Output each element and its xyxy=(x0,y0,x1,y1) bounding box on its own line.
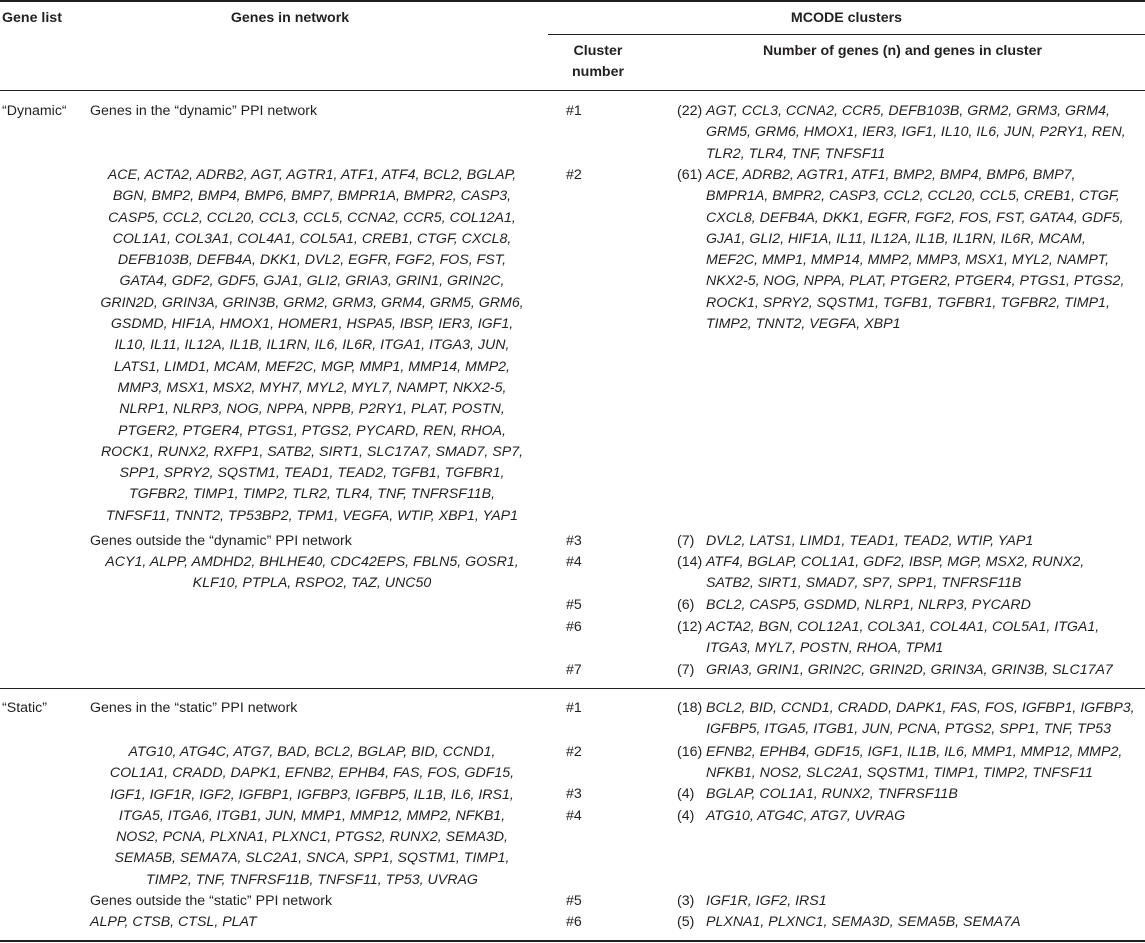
cluster-genes xyxy=(706,698,1135,741)
gene-line: ROCK1, SPRY2, SQSTM1, TGFB1, TGFBR1, TGFBR2, TIMP1, xyxy=(706,294,1110,311)
cluster-gene-count: (6) xyxy=(677,597,695,613)
gene-line: SPP1, SPRY2, SQSTM1, TEAD1, TEAD2, TGFB1, TGFBR1, xyxy=(119,465,505,482)
cluster-number: #2 xyxy=(566,744,582,760)
static-in-network-genes xyxy=(82,742,542,891)
gene-line: IL10, IL11, IL12A, IL1B, IL1RN, IL6, IL6R, ITGA1, ITGA3, JUN, xyxy=(114,337,510,354)
header-bottom-rule xyxy=(0,90,1145,91)
cluster-number: #5 xyxy=(566,893,582,909)
section-divider-rule xyxy=(0,688,1145,689)
cluster-number: #6 xyxy=(566,619,582,635)
gene-line: TIMP2, TNNT2, VEGFA, XBP1 xyxy=(706,316,901,333)
gene-line: COL1A1, CRADD, DAPK1, EFNB2, EPHB4, FAS, FOS, GDF15, xyxy=(109,765,515,782)
gene-line: NLRP1, NLRP3, NOG, NPPA, NPPB, P2RY1, PLAT, POSTN, xyxy=(119,401,505,418)
gene-line: ACE, ADRB2, AGTR1, ATF1, BMP2, BMP4, BMP6, BMP7, xyxy=(706,167,1076,183)
gene-line: AGT, CCL3, CCNA2, CCR5, DEFB103B, GRM2, GRM3, GRM4, xyxy=(706,103,1110,119)
cluster-number: #1 xyxy=(566,700,582,716)
gene-line: EFNB2, EPHB4, GDF15, IGF1, IL1B, IL6, MMP1, MMP12, MMP2, xyxy=(706,744,1123,760)
gene-line: ROCK1, RUNX2, RXFP1, SATB2, SIRT1, SLC17A7, SMAD7, SP7, xyxy=(100,443,524,460)
header-cluster-number-line2: number xyxy=(571,64,625,80)
cluster-genes xyxy=(706,617,1099,660)
gene-line: GATA4, GDF2, GDF5, GJA1, GLI2, GRIA3, GRIN1, GRIN2C, xyxy=(119,273,505,290)
cluster-gene-count: (12) xyxy=(677,619,703,635)
cluster-number: #4 xyxy=(566,808,582,824)
gene-line: COL1A1, COL3A1, COL4A1, COL5A1, CREB1, CTGF, CXCL8, xyxy=(112,230,512,247)
gene-line: BGN, BMP2, BMP4, BMP6, BMP7, BMPR1A, BMPR2, CASP3, xyxy=(112,188,512,205)
cluster-gene-count: (22) xyxy=(677,103,703,119)
gene-line: ALPP, CTSB, CTSL, PLAT xyxy=(90,914,257,930)
gene-line: ITGA5, ITGA6, ITGB1, JUN, MMP1, MMP12, MMP2, NFKB1, xyxy=(118,807,506,824)
dynamic-in-network-title: Genes in the “dynamic” PPI network xyxy=(90,103,318,119)
gene-line: MMP3, MSX1, MSX2, MYH7, MYL2, MYL7, NAMPT, NKX2-5, xyxy=(117,379,507,396)
cluster-genes xyxy=(706,912,1021,933)
gene-line: ACY1, ALPP, AMDHD2, BHLHE40, CDC42EPS, FBLN5, GOSR1, xyxy=(105,554,519,570)
cluster-gene-count: (61) xyxy=(677,167,703,183)
header-mcode-clusters: MCODE clusters xyxy=(790,10,903,26)
top-rule xyxy=(0,0,1145,2)
cluster-gene-count: (4) xyxy=(677,808,695,824)
cluster-gene-count: (4) xyxy=(677,786,695,802)
cluster-genes xyxy=(706,101,1126,165)
gene-line: ACTA2, BGN, COL12A1, COL3A1, COL4A1, COL5A1, ITGA1, xyxy=(706,619,1100,635)
cluster-gene-count: (14) xyxy=(677,554,703,570)
header-gene-list: Gene list xyxy=(2,10,62,26)
header-genes-in-network: Genes in network xyxy=(230,10,350,26)
cluster-gene-count: (7) xyxy=(677,662,695,678)
cluster-number: #7 xyxy=(566,662,582,678)
gene-line: NFKB1, NOS2, SLC2A1, SQSTM1, TIMP1, TIMP2, TNFSF11 xyxy=(706,765,1093,782)
cluster-genes xyxy=(706,784,958,805)
gene-line: NOS2, PCNA, PLXNA1, PLXNC1, PTGS2, RUNX2, SEMA3D, xyxy=(116,829,508,846)
gene-line: ATF4, BGLAP, COL1A1, GDF2, IBSP, MGP, MSX2, RUNX2, xyxy=(706,554,1085,570)
cluster-gene-count: (3) xyxy=(677,893,695,909)
static-in-network-title: Genes in the “static” PPI network xyxy=(90,700,298,716)
gene-line: PLXNA1, PLXNC1, SEMA3D, SEMA5B, SEMA7A xyxy=(706,914,1021,930)
gene-line: DVL2, LATS1, LIMD1, TEAD1, TEAD2, WTIP, YAP1 xyxy=(706,533,1034,549)
gene-line: TNFSF11, TNNT2, TP53BP2, TPM1, VEGFA, WTIP, XBP1, YAP1 xyxy=(105,507,519,524)
gene-line: GRIN2D, GRIN3A, GRIN3B, GRM2, GRM3, GRM4, GRM5, GRM6, xyxy=(100,294,524,311)
cluster-genes xyxy=(706,595,1031,616)
gene-line: GJA1, GLI2, HIF1A, IL11, IL12A, IL1B, IL1RN, IL6R, MCAM, xyxy=(706,230,1086,247)
gene-line: NKX2-5, NOG, NPPA, PLAT, PTGER2, PTGER4, PTGS1, PTGS2, xyxy=(706,273,1125,290)
cluster-genes xyxy=(706,806,905,827)
cluster-gene-count: (5) xyxy=(677,914,695,930)
gene-line: GSDMD, HIF1A, HMOX1, HOMER1, HSPA5, IBSP, IER3, IGF1, xyxy=(110,316,514,333)
dynamic-label: “Dynamic“ xyxy=(2,103,67,119)
cluster-genes xyxy=(706,552,1084,595)
cluster-number: #3 xyxy=(566,786,582,802)
gene-line: SATB2, SIRT1, SMAD7, SP7, SPP1, TNFRSF11B xyxy=(706,575,1022,592)
gene-line: DEFB103B, DEFB4A, DKK1, DVL2, EGFR, FGF2, FOS, FST, xyxy=(117,252,507,269)
cluster-number: #6 xyxy=(566,914,582,930)
cluster-number: #3 xyxy=(566,533,582,549)
gene-line: BGLAP, COL1A1, RUNX2, TNFRSF11B xyxy=(706,786,958,802)
cluster-genes xyxy=(706,660,1113,681)
gene-line: ITGA3, MYL7, POSTN, RHOA, TPM1 xyxy=(706,640,944,657)
gene-line: BCL2, CASP5, GSDMD, NLRP1, NLRP3, PYCARD xyxy=(706,597,1031,613)
static-label: “Static” xyxy=(2,700,47,716)
gene-line: ATG10, ATG4C, ATG7, BAD, BCL2, BGLAP, BID, CCND1, xyxy=(128,744,496,760)
gene-line: KLF10, PTPLA, RSPO2, TAZ, UNC50 xyxy=(192,575,432,592)
dynamic-in-network-genes xyxy=(82,165,542,527)
gene-line: ACE, ACTA2, ADRB2, AGT, AGTR1, ATF1, ATF4, BCL2, BGLAP, xyxy=(107,167,517,183)
gene-line: IGF1R, IGF2, IRS1 xyxy=(706,893,827,909)
gene-line: CASP5, CCL2, CCL20, CCL3, CCL5, CCNA2, CCR5, COL12A1, xyxy=(108,209,516,226)
cluster-gene-count: (7) xyxy=(677,533,695,549)
gene-line: PTGER2, PTGER4, PTGS1, PTGS2, PYCARD, REN, RHOA, xyxy=(118,422,506,439)
cluster-gene-count: (16) xyxy=(677,744,703,760)
mcode-header-rule xyxy=(548,34,1145,35)
gene-line: TLR2, TLR4, TNF, TNFSF11 xyxy=(706,145,886,162)
static-outside-genes xyxy=(90,912,257,933)
bottom-rule xyxy=(0,940,1145,942)
gene-line: MEF2C, MMP1, MMP14, MMP2, MMP3, MSX1, MYL2, NAMPT, xyxy=(706,252,1110,269)
static-outside-title: Genes outside the “static” PPI network xyxy=(90,893,333,909)
cluster-number: #4 xyxy=(566,554,582,570)
gene-line: TIMP2, TNF, TNFRSF11B, TNFSF11, TP53, UVRAG xyxy=(146,871,478,888)
gene-line: IGFBP5, ITGA5, ITGB1, JUN, PCNA, PTGS2, SPP1, TNF, TP53 xyxy=(706,721,1111,738)
cluster-number: #5 xyxy=(566,597,582,613)
dynamic-outside-title: Genes outside the “dynamic” PPI network xyxy=(90,533,352,549)
gene-line: CXCL8, DEFB4A, DKK1, EGFR, FGF2, FOS, FST, GATA4, GDF5, xyxy=(706,209,1124,226)
gene-line: IGF1, IGF1R, IGF2, IGFBP1, IGFBP3, IGFBP5, IL1B, IL6, IRS1, xyxy=(110,786,514,803)
cluster-gene-count: (18) xyxy=(677,700,703,716)
gene-line: LATS1, LIMD1, MCAM, MEF2C, MGP, MMP1, MMP14, MMP2, xyxy=(113,358,510,375)
cluster-number: #2 xyxy=(566,167,582,183)
cluster-genes xyxy=(706,165,1124,335)
cluster-genes xyxy=(706,891,827,912)
gene-line: TGFBR2, TIMP1, TIMP2, TLR2, TLR4, TNF, TNFRSF11B, xyxy=(128,486,496,503)
gene-line: BCL2, BID, CCND1, CRADD, DAPK1, FAS, FOS, IGFBP1, IGFBP3, xyxy=(706,700,1135,716)
gene-line: GRM5, GRM6, HMOX1, IER3, IGF1, IL10, IL6, JUN, P2RY1, REN, xyxy=(706,124,1126,141)
gene-line: ATG10, ATG4C, ATG7, UVRAG xyxy=(706,808,906,824)
cluster-genes xyxy=(706,742,1122,785)
gene-line: GRIA3, GRIN1, GRIN2C, GRIN2D, GRIN3A, GRIN3B, SLC17A7 xyxy=(706,662,1113,678)
cluster-number: #1 xyxy=(566,103,582,119)
header-cluster-number-line1: Cluster xyxy=(573,43,623,59)
cluster-genes xyxy=(706,531,1033,552)
header-n-and-genes: Number of genes (n) and genes in cluster xyxy=(762,43,1043,59)
gene-line: SEMA5B, SEMA7A, SLC2A1, SNCA, SPP1, SQSTM1, TIMP1, xyxy=(114,850,510,867)
gene-line: BMPR1A, BMPR2, CASP3, CCL2, CCL20, CCL5, CREB1, CTGF, xyxy=(706,188,1120,205)
dynamic-outside-genes xyxy=(82,552,542,595)
